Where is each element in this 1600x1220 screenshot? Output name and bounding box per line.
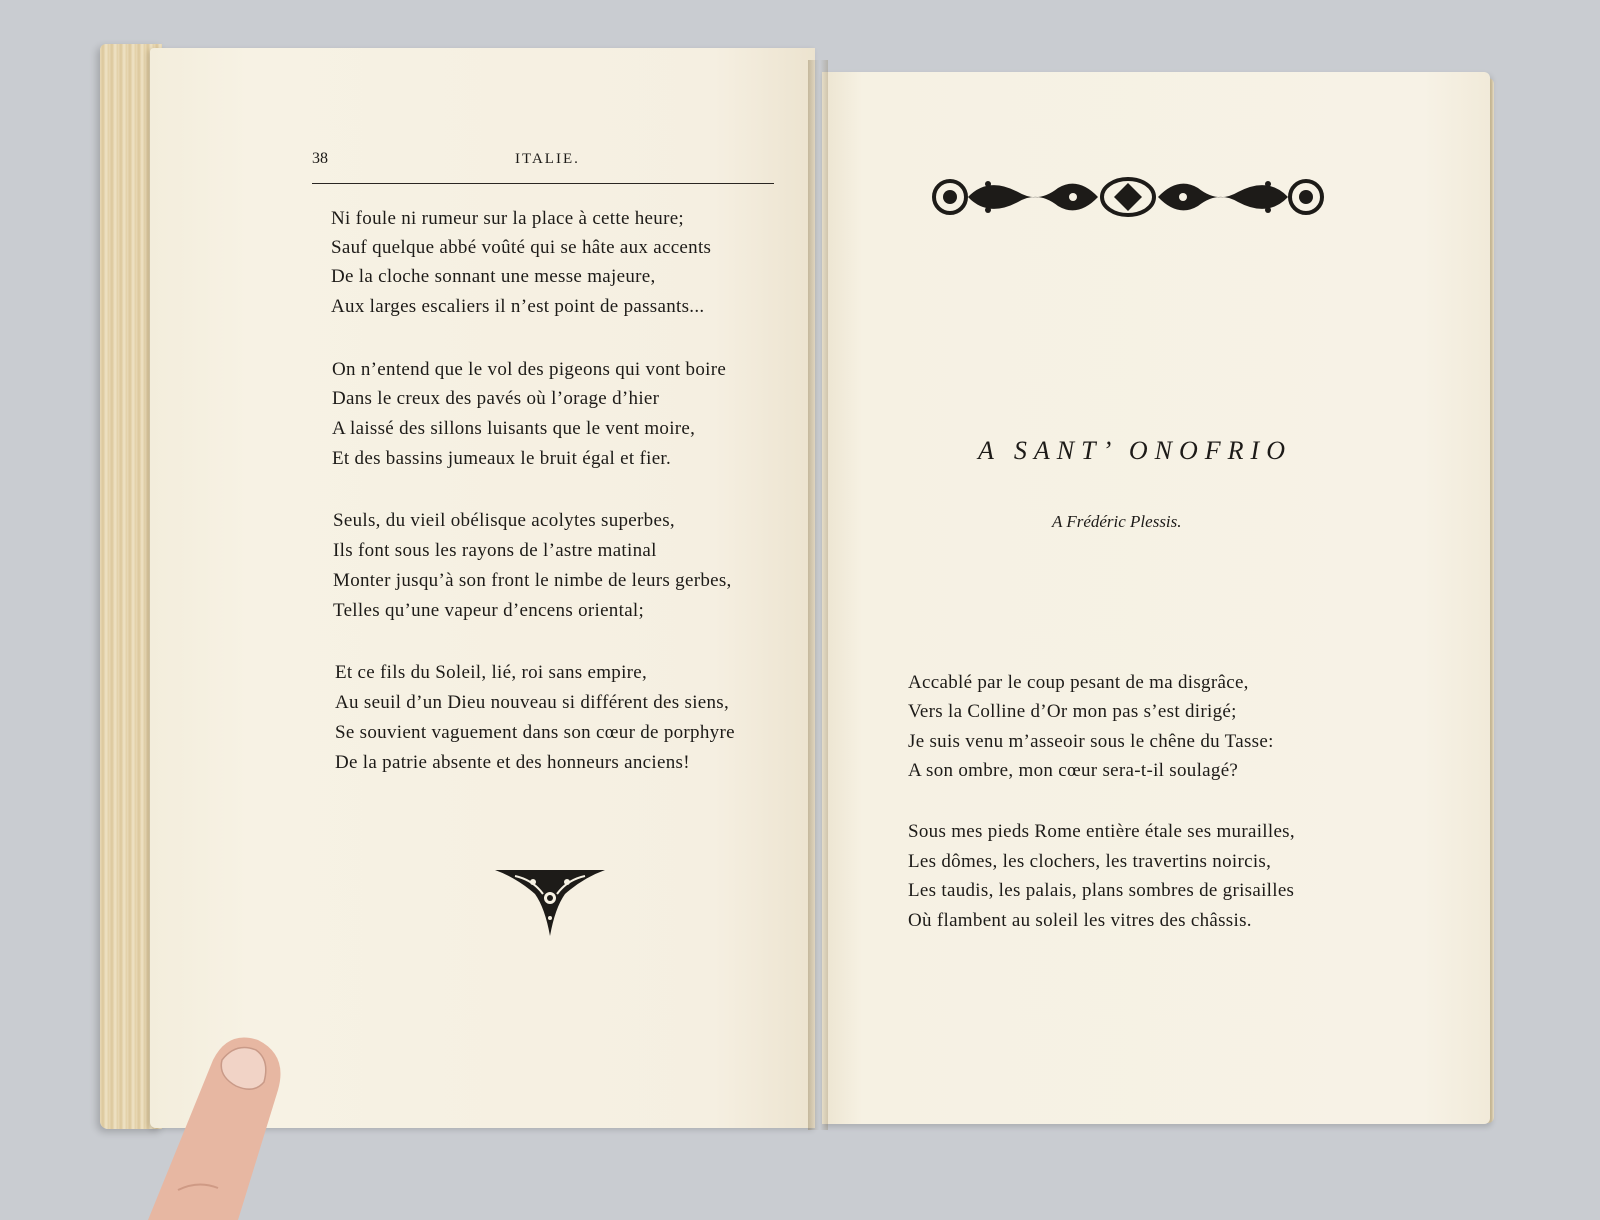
verse-line: De la patrie absente et des honneurs anciens! xyxy=(335,752,690,773)
dedication: A Frédéric Plessis. xyxy=(1052,512,1182,531)
poem-title: A SANT’ ONOFRIO xyxy=(978,436,1292,465)
right-page xyxy=(822,72,1490,1124)
verse-line: Seuls, du vieil obélisque acolytes superbes, xyxy=(333,510,675,531)
verse-line: Les taudis, les palais, plans sombres de grisailles xyxy=(908,880,1295,901)
header-rule xyxy=(312,183,774,184)
finger-holding-page xyxy=(118,1020,288,1220)
verse-line: Telles qu’une vapeur d’encens oriental; xyxy=(333,600,645,621)
verse-line: De la cloche sonnant une messe majeure, xyxy=(331,266,656,287)
verse-line: Ils font sous les rayons de l’astre matinal xyxy=(333,540,657,561)
verse-line: Sauf quelque abbé voûté qui se hâte aux accents xyxy=(331,237,712,258)
headpiece-ornament-icon xyxy=(928,174,1328,220)
verse-line: Ni foule ni rumeur sur la place à cette heure; xyxy=(331,208,685,229)
verse-line: Se souvient vaguement dans son cœur de porphyre xyxy=(335,722,735,743)
verse-line: Les dômes, les clochers, les travertins noircis, xyxy=(908,851,1272,872)
tailpiece-ornament-icon xyxy=(493,868,607,940)
verse-line: Monter jusqu’à son front le nimbe de leurs gerbes, xyxy=(333,570,732,591)
verse-line: Et ce fils du Soleil, lié, roi sans empire, xyxy=(335,662,648,683)
book-gutter xyxy=(808,60,828,1130)
verse-line: Et des bassins jumeaux le bruit égal et fier. xyxy=(332,448,672,469)
verse-line: Où flambent au soleil les vitres des châssis. xyxy=(908,910,1252,931)
verse-line: A laissé des sillons luisants que le vent moire, xyxy=(332,418,696,439)
verse-line: Sous mes pieds Rome entière étale ses murailles, xyxy=(908,821,1295,842)
verse-line: Dans le creux des pavés où l’orage d’hier xyxy=(332,388,660,409)
verse-line: A son ombre, mon cœur sera-t-il soulagé? xyxy=(908,760,1239,781)
verse-line: Accablé par le coup pesant de ma disgrâce, xyxy=(908,672,1249,693)
page-number: 38 xyxy=(312,150,328,167)
verse-line: On n’entend que le vol des pigeons qui vont boire xyxy=(332,359,727,380)
verse-line: Vers la Colline d’Or mon pas s’est dirigé; xyxy=(908,701,1237,722)
verse-line: Je suis venu m’asseoir sous le chêne du Tasse: xyxy=(908,731,1274,752)
running-head: ITALIE. xyxy=(515,151,580,167)
verse-line: Aux larges escaliers il n’est point de passants... xyxy=(331,296,705,317)
verse-line: Au seuil d’un Dieu nouveau si différent des siens, xyxy=(335,692,730,713)
